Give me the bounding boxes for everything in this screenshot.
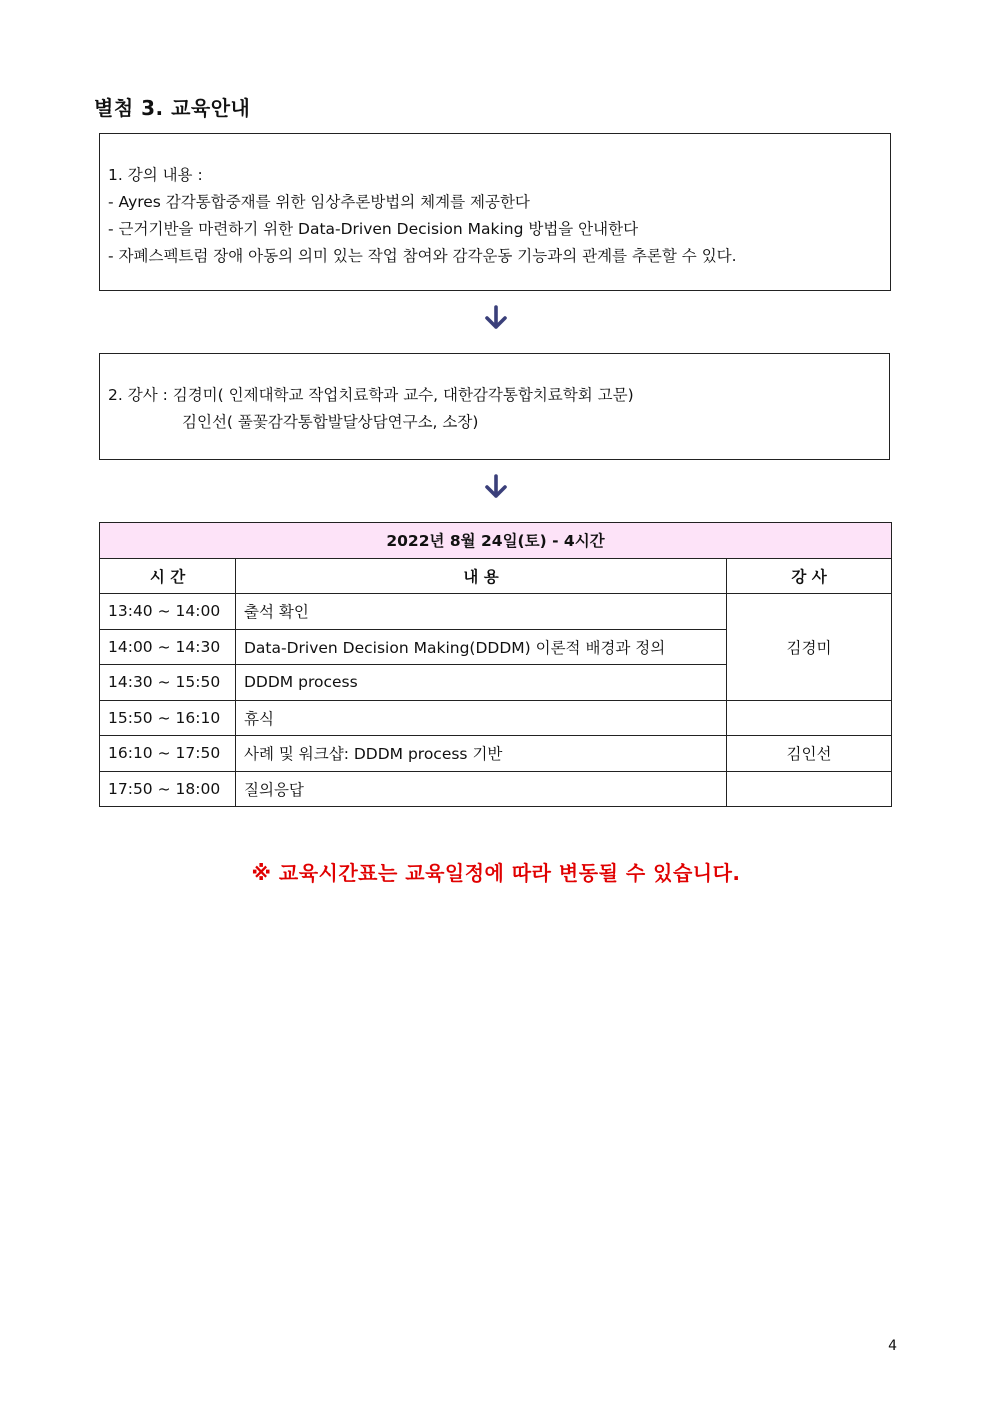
course-content-item: - 자폐스펙트럼 장애 아동의 의미 있는 작업 참여와 감각운동 기능과의 관계를 추론할 수 있다. (108, 247, 737, 265)
arrow-down-icon (484, 305, 508, 331)
course-content-item: - 근거기반을 마련하기 위한 Data-Driven Decision Making 방법을 안내한다 (108, 220, 639, 238)
time-cell: 14:00 ~ 14:30 (100, 629, 236, 665)
content-cell: Data-Driven Decision Making(DDDM) 이론적 배경과 정의 (236, 629, 727, 665)
time-cell: 16:10 ~ 17:50 (100, 736, 236, 772)
course-content-box (99, 133, 891, 291)
content-cell: 사례 및 워크샵: DDDM process 기반 (236, 736, 727, 772)
course-content-title: 1. 강의 내용 : (108, 166, 203, 184)
table-row (100, 594, 892, 630)
lecturer-line-1: 2. 강사 : 김경미( 인제대학교 작업치료학과 교수, 대한감각통합치료학회 고문) (108, 386, 634, 404)
table-row (100, 700, 892, 736)
table-row (100, 771, 892, 807)
time-cell: 15:50 ~ 16:10 (100, 700, 236, 736)
schedule-table (99, 522, 892, 807)
header-time: 시 간 (100, 558, 236, 594)
page-heading: 별첨 3. 교육안내 (94, 96, 251, 120)
schedule-header-row (100, 558, 892, 594)
lecturer-line-2: 김인선( 풀꽃감각통합발달상담연구소, 소장) (182, 413, 479, 431)
time-cell: 17:50 ~ 18:00 (100, 771, 236, 807)
schedule-date: 2022년 8월 24일(토) - 4시간 (100, 523, 892, 559)
lecturer-cell: 김인선 (727, 736, 892, 772)
content-cell: 출석 확인 (236, 594, 727, 630)
schedule-date-row (100, 523, 892, 559)
course-content-item: - Ayres 감각통합중재를 위한 임상추론방법의 체계를 제공한다 (108, 193, 530, 211)
time-cell: 13:40 ~ 14:00 (100, 594, 236, 630)
lecturer-cell (727, 700, 892, 736)
page-number: 4 (888, 1338, 897, 1354)
table-row (100, 736, 892, 772)
lecturer-cell: 김경미 (727, 594, 892, 701)
lecturer-cell (727, 771, 892, 807)
schedule-notice: ※ 교육시간표는 교육일정에 따라 변동될 수 있습니다. (251, 861, 741, 885)
content-cell: 휴식 (236, 700, 727, 736)
header-content: 내 용 (236, 558, 727, 594)
content-cell: DDDM process (236, 665, 727, 701)
lecturer-box (99, 353, 890, 460)
time-cell: 14:30 ~ 15:50 (100, 665, 236, 701)
arrow-down-icon (484, 474, 508, 500)
content-cell: 질의응답 (236, 771, 727, 807)
header-lecturer: 강 사 (727, 558, 892, 594)
